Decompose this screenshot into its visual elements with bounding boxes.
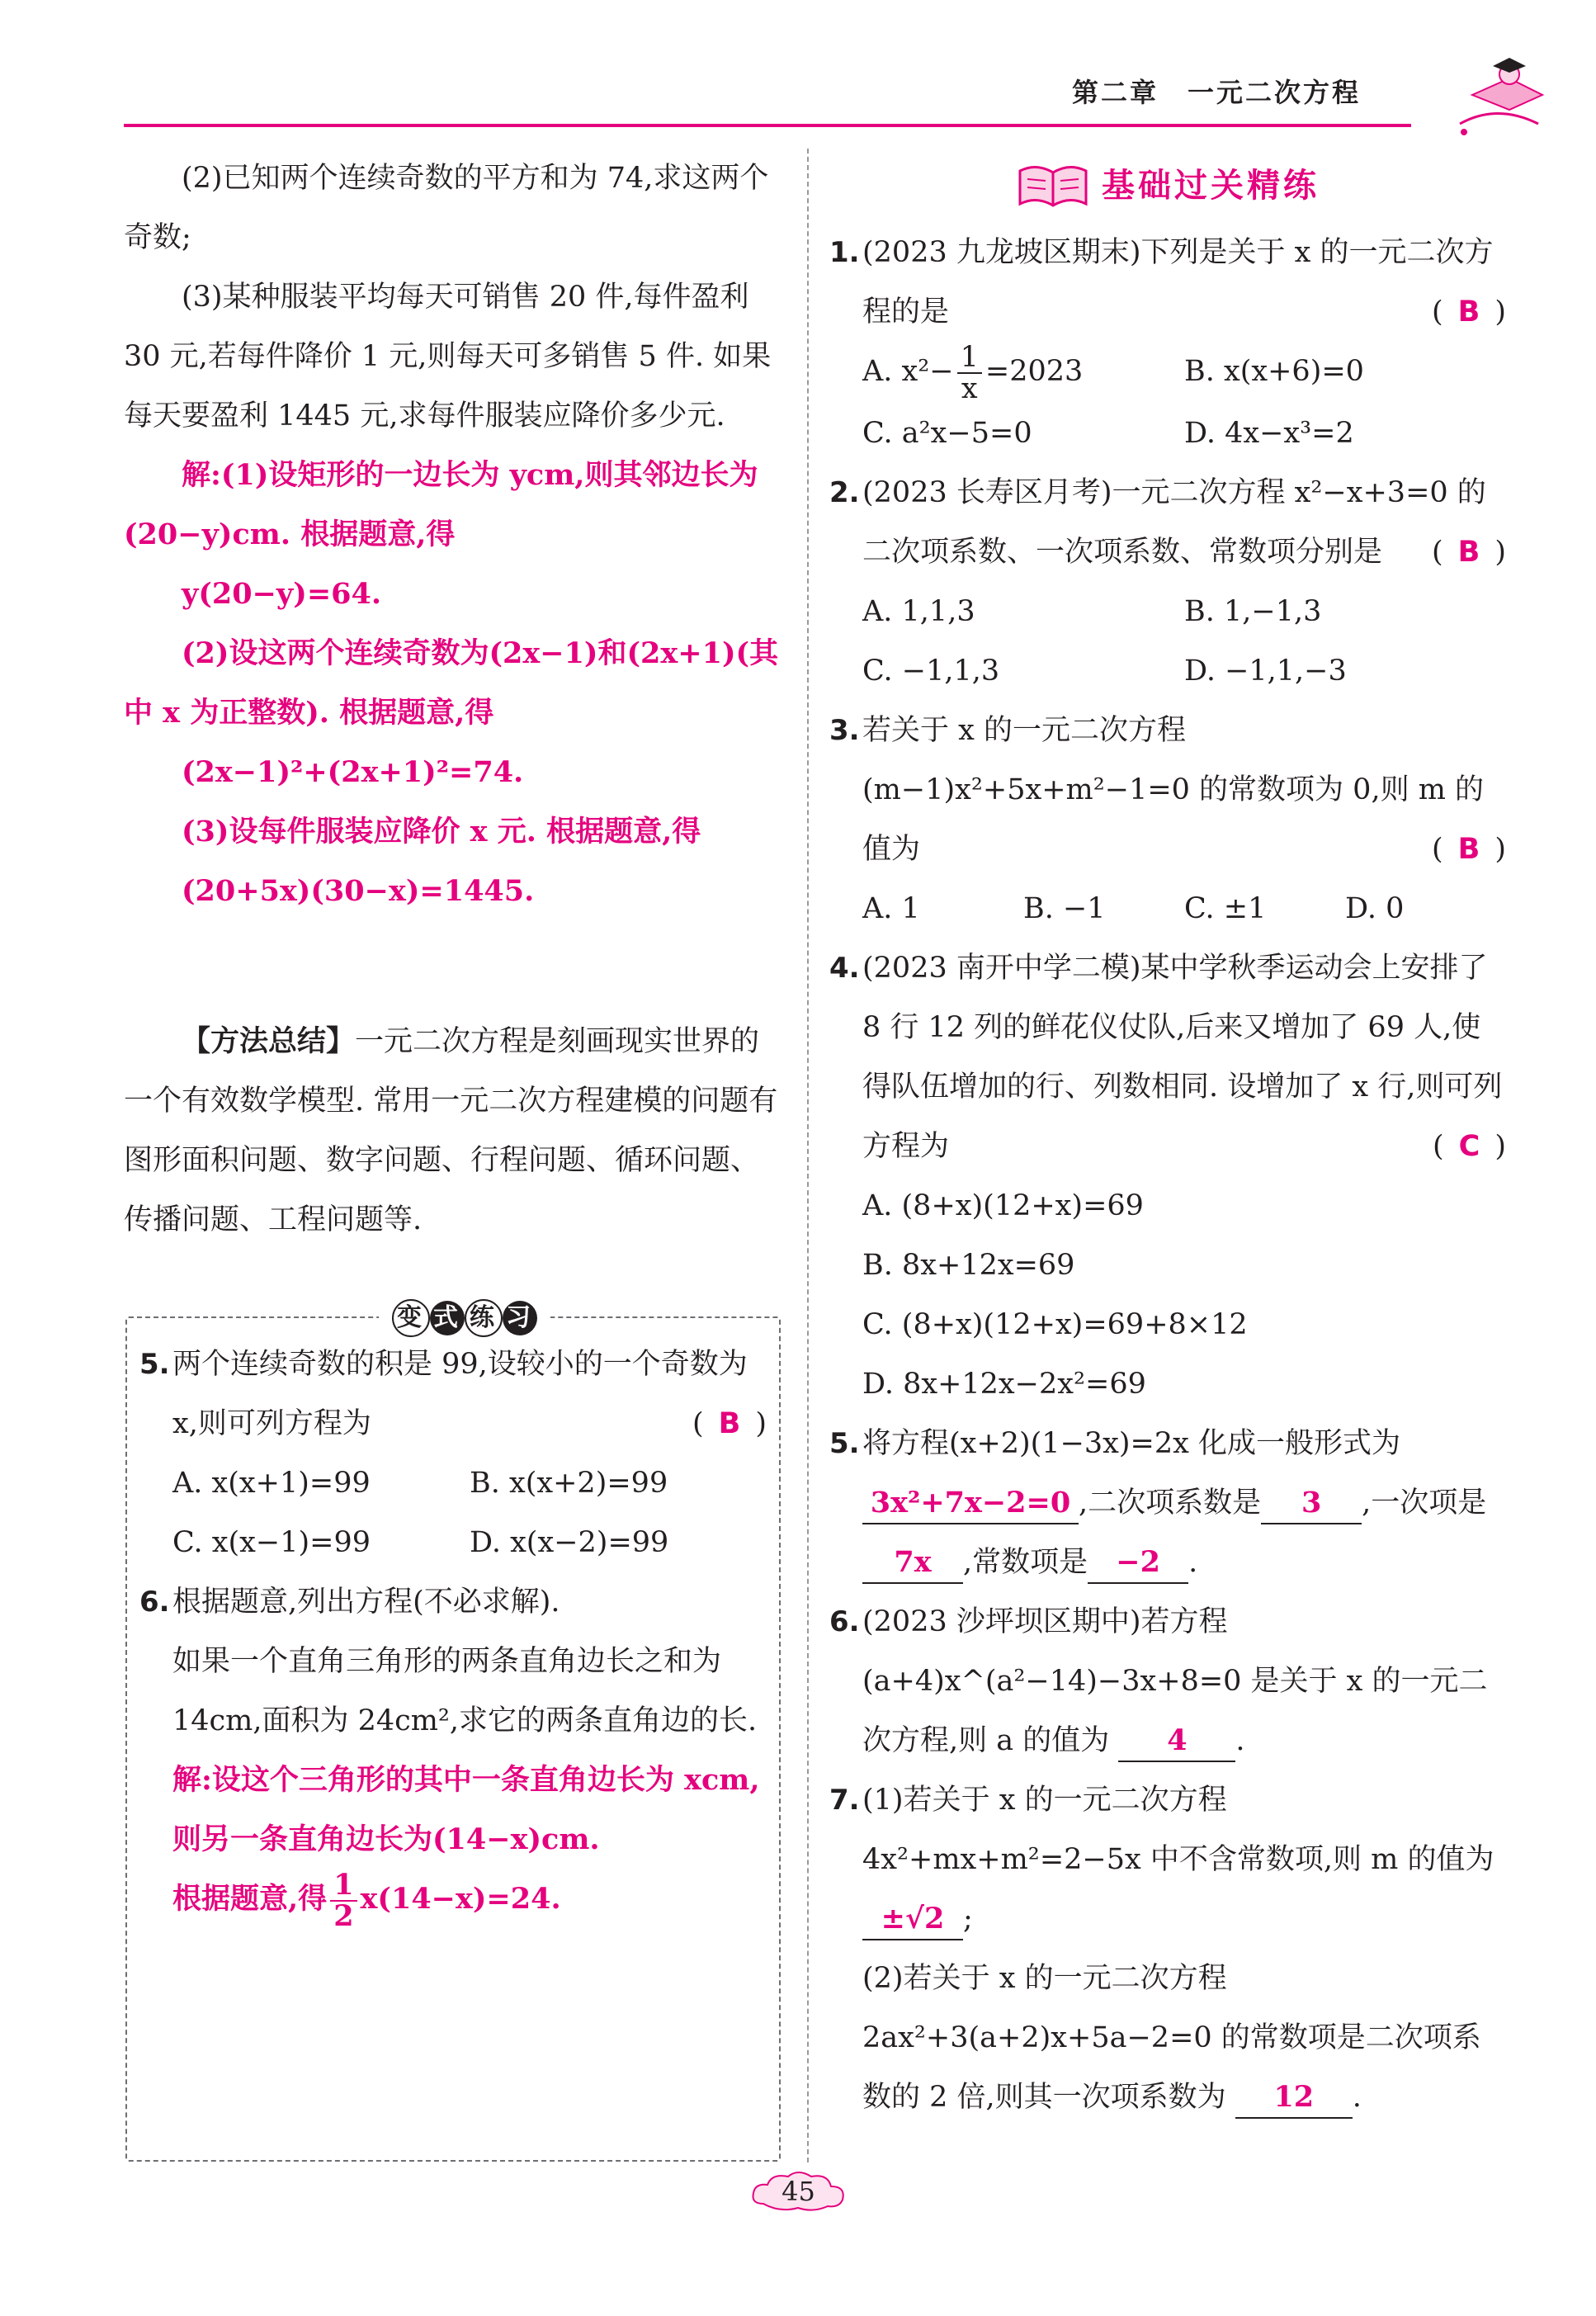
question-text: 两个连续奇数的积是 99,设较小的一个奇数为 x,则可列方程为	[172, 1348, 748, 1440]
question-number: 5.	[829, 1426, 860, 1460]
option-c: C. ±1	[1184, 891, 1267, 925]
question-number: 5.	[139, 1348, 170, 1381]
column-divider	[807, 149, 809, 2162]
answer-bracket: ( C )	[1433, 1129, 1506, 1163]
question-text: 根据题意,列出方程(不必求解).	[172, 1586, 560, 1619]
practice-content	[139, 1335, 767, 1931]
option-c: C. x(x−1)=99	[172, 1526, 371, 1559]
question-text: (1)若关于 x 的一元二次方程 4x²+mx+m²=2−5x 中不含常数项,则 m 的值为	[862, 1783, 1494, 1876]
fill-blank: 7x	[862, 1543, 963, 1584]
answer-choice: B	[718, 1407, 741, 1440]
page-header	[124, 0, 1596, 140]
right-column	[829, 149, 1506, 2127]
badge-char: 式	[430, 1301, 465, 1335]
chapter-title: 第二章 一元二次方程	[1071, 77, 1361, 108]
graduate-book-icon	[1447, 45, 1555, 144]
option-c: C. a²x−5=0	[862, 416, 1032, 450]
option-a: A. 1,1,3	[862, 594, 975, 628]
badge-char: 习	[503, 1301, 537, 1335]
question-text: (2023 九龙坡区期末)下列是关于 x 的一元二次方程的是	[862, 236, 1494, 328]
option-b: B. −1	[1023, 891, 1106, 925]
open-book-icon	[1016, 161, 1090, 210]
answer-bracket: ( B )	[1432, 832, 1506, 866]
question-3	[829, 701, 1506, 879]
solution-text: 解:设这个三角形的其中一条直角边长为 xcm,则另一条直角边长为(14−x)cm.	[172, 1763, 760, 1856]
solution-2-equation: (2x−1)²+(2x+1)²=74.	[182, 755, 524, 789]
method-summary-title: 【方法总结】	[182, 1025, 356, 1058]
question-2-text: (2)已知两个连续奇数的平方和为 74,求这两个奇数;	[124, 162, 769, 254]
option-c: C. (8+x)(12+x)=69+8×12	[862, 1307, 1248, 1341]
options-row	[829, 342, 1506, 404]
practice-question-5	[139, 1335, 767, 1453]
question-number: 4.	[829, 951, 860, 985]
solution-1-equation: y(20−y)=64.	[182, 577, 382, 611]
option-c: C. −1,1,3	[862, 654, 1000, 688]
options-row	[139, 1513, 767, 1572]
fraction: $\frac{1}{2}$	[330, 1870, 357, 1931]
option-a: A. 1	[862, 891, 920, 925]
question-text: 将方程(x+2)(1−3x)=2x 化成一般形式为	[862, 1426, 1401, 1460]
fill-blank: 3x²+7x−2=0	[862, 1483, 1079, 1524]
badge-char: 练	[465, 1299, 503, 1337]
option-b: B. 1,−1,3	[1184, 594, 1322, 628]
question-1	[829, 223, 1506, 342]
options-row	[139, 1453, 767, 1513]
section-title-text: 基础过关精练	[1102, 167, 1320, 205]
option-a: A. x²− $\frac{1}{x}$ =2023	[862, 340, 1084, 405]
option-d: D. −1,1,−3	[1184, 654, 1347, 688]
fill-blank: 12	[1235, 2077, 1353, 2119]
section-title	[829, 149, 1506, 223]
answer-choice: C	[1458, 1129, 1480, 1163]
solution-3: (3)设每件服装应降价 x 元. 根据题意,得	[182, 815, 701, 848]
option-a: A. x(x+1)=99	[172, 1467, 371, 1500]
question-2	[829, 463, 1506, 582]
answer-choice: B	[1457, 295, 1480, 328]
practice-badge	[379, 1298, 550, 1338]
option-b: B. 8x+12x=69	[862, 1248, 1075, 1282]
options-row	[829, 582, 1506, 641]
practice-question-6	[139, 1572, 767, 1931]
fill-blank: −2	[1088, 1543, 1188, 1584]
fill-blank: 4	[1118, 1721, 1235, 1762]
question-6: 6. (2023 沙坪坝区期中)若方程(a+4)x^(a²−14)−3x+8=0 是关于 x 的一元二次方程,则 a 的值为 4 .	[829, 1592, 1506, 1770]
option-a: A. (8+x)(12+x)=69	[862, 1189, 1144, 1222]
method-summary	[124, 1012, 784, 1250]
option-d: D. 0	[1345, 891, 1405, 925]
question-number: 6.	[139, 1586, 170, 1619]
question-4	[829, 938, 1506, 1176]
question-7: 7. (1)若关于 x 的一元二次方程 4x²+mx+m²=2−5x 中不含常数项,则 m 的值为 ±√2 ; (2)若关于 x 的一元二次方程 2ax²+3(a+2)x+5a−2=0 的常数项是二次项系数的 2 倍,则其一次项系数为 12 .	[829, 1770, 1506, 2127]
solution-1: 解:(1)设矩形的一边长为 ycm,则其邻边长为(20−y)cm. 根据题意,得	[124, 458, 758, 551]
answer-bracket: ( B )	[1432, 295, 1506, 328]
question-text: (2023 沙坪坝区期中)若方程(a+4)x^(a²−14)−3x+8=0 是关于 x 的一元二次方程,则 a 的值为	[862, 1605, 1488, 1757]
option-d: D. 8x+12x−2x²=69	[862, 1367, 1146, 1401]
solution-2: (2)设这两个连续奇数为(2x−1)和(2x+1)(其中 x 为正整数). 根据题意,得	[124, 636, 779, 730]
page-number-text: 45	[781, 2176, 815, 2207]
question-number: 3.	[829, 713, 860, 747]
solution-3-equation: (20+5x)(30−x)=1445.	[182, 874, 535, 908]
question-text: (2023 长寿区月考)一元二次方程 x²−x+3=0 的二次项系数、一次项系数、常数项分别是	[862, 475, 1486, 569]
question-number: 6.	[829, 1605, 860, 1638]
options-row	[829, 879, 1506, 938]
question-number: 1.	[829, 236, 860, 269]
header-rule	[124, 124, 1411, 127]
answer-bracket: ( B )	[1432, 535, 1506, 569]
solution-equation: 根据题意,得 $\frac{1}{2}$ x(14−x)=24.	[172, 1867, 561, 1933]
left-column	[124, 149, 784, 1250]
options-row	[829, 641, 1506, 701]
question-body: 如果一个直角三角形的两条直角边长之和为 14cm,面积为 24cm²,求它的两条直角边的长.	[172, 1645, 758, 1737]
option-b: B. x(x+2)=99	[470, 1467, 668, 1500]
method-summary-text: 一元二次方程是刻画现实世界的一个有效数学模型. 常用一元二次方程建模的问题有图形面积问题、数字问题、行程问题、循环问题、传播问题、工程问题等.	[124, 1025, 778, 1236]
fill-blank: 3	[1261, 1483, 1362, 1524]
fraction: $\frac{1}{x}$	[957, 343, 982, 404]
option-d: D. 4x−x³=2	[1184, 416, 1354, 450]
question-number: 7.	[829, 1783, 860, 1817]
option-d: D. x(x−2)=99	[470, 1526, 669, 1559]
answer-choice: B	[1457, 535, 1480, 569]
answer-bracket: ( B )	[692, 1407, 767, 1440]
answer-choice: B	[1457, 832, 1480, 866]
page-number	[747, 2167, 850, 2216]
question-3-text: (3)某种服装平均每天可销售 20 件,每件盈利 30 元,若每件降价 1 元,则每天可多销售 5 件. 如果每天要盈利 1445 元,求每件服装应降价多少元.	[124, 281, 772, 432]
question-text: (2023 南开中学二模)某中学秋季运动会上安排了 8 行 12 列的鲜花仪仗队,后来又增加了 69 人,使得队伍增加的行、列数相同. 设增加了 x 行,则可列方程为	[862, 951, 1503, 1163]
question-text: (2)若关于 x 的一元二次方程 2ax²+3(a+2)x+5a−2=0 的常数项是二次项系数的 2 倍,则其一次项系数为	[862, 1961, 1481, 2114]
practice-box	[125, 1303, 781, 2162]
badge-char: 变	[392, 1299, 430, 1337]
question-number: 2.	[829, 475, 860, 509]
options-row	[829, 404, 1506, 463]
question-text: 若关于 x 的一元二次方程(m−1)x²+5x+m²−1=0 的常数项为 0,则 m 的值为	[862, 713, 1485, 866]
fill-blank: ±√2	[862, 1899, 963, 1940]
option-b: B. x(x+6)=0	[1184, 355, 1364, 388]
question-5: 5. 将方程(x+2)(1−3x)=2x 化成一般形式为 3x²+7x−2=0 ,二次项系数是 3 ,一次项是7x ,常数项是 −2 .	[829, 1414, 1506, 1592]
